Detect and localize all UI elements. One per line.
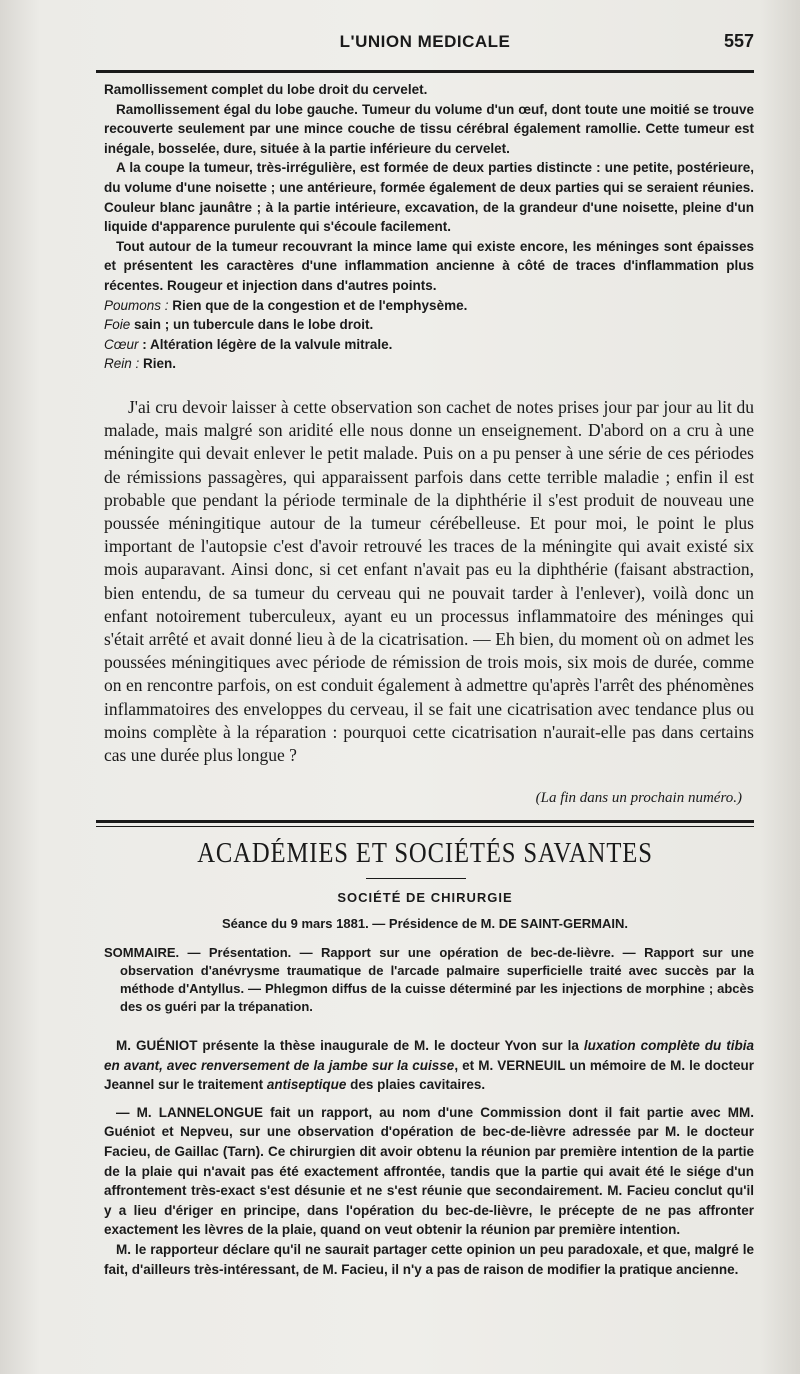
summary-paragraph: SOMMAIRE. — Présentation. — Rapport sur une opération de bec-de-lièvre. — Rapport sur une observation d'anévrysme traumatique de l'arcade palmaire superficielle traité avec succès par la méthode d'Antyllus. — Phlegmon diffus de la cuisse déterminé par les injections de morphine ; abcès des os guéri par la trépanation. <box>104 945 754 1014</box>
organ-finding: Rein : Rien. <box>104 356 177 372</box>
section-title: ACADÉMIES ET SOCIÉTÉS SAVANTES <box>197 838 653 869</box>
journal-title: L'UNION MEDICALE <box>339 32 511 51</box>
commentary-block <box>104 396 754 767</box>
society-name: SOCIÉTÉ DE CHIRURGIE <box>337 890 513 905</box>
page-number: 557 <box>723 31 754 51</box>
observation-paragraph: Ramollissement égal du lobe gauche. Tumeur du volume d'un œuf, dont toute une moitié se trouve recouverte seulement par une mince couche de tissu cérébral également ramollie. Cette tumeur est inégale, bosselée, dure, située à la partie inférieure du cervelet. <box>104 101 754 156</box>
section-rule-thin <box>96 826 754 827</box>
observation-notes <box>104 80 754 374</box>
observation-paragraph: A la coupe la tumeur, très-irrégulière, est formée de deux parties distincte : une petite, postérieure, du volume d'une noisette ; une antérieure, formée également de deux parties qui se seraient réunies. Couleur blanc jaunâtre ; à la partie intérieure, excavation, de la grandeur d'une noisette, pleine d'un liquide d'apparence purulente qui s'écoule facilement. <box>104 160 754 235</box>
title-rule <box>366 878 466 879</box>
report-paragraph: M. le rapporteur déclare qu'il ne saurait partager cette opinion un peu paradoxale, et que, malgré le fait, d'ailleurs très-intéressant, de M. Facieu, il n'y a pas de raison de modifier la pratique ancienne. <box>104 1241 754 1277</box>
organ-finding: Foie sain ; un tubercule dans le lobe droit. <box>104 317 374 333</box>
session-line: Séance du 9 mars 1881. — Présidence de M. DE SAINT-GERMAIN. <box>221 916 629 931</box>
running-header <box>96 30 754 60</box>
summary-block <box>104 944 754 1016</box>
header-rule <box>96 70 754 73</box>
summary-label: SOMMAIRE. <box>104 945 180 960</box>
report-paragraph: — M. LANNELONGUE fait un rapport, au nom d'une Commission dont il fait partie avec MM. Guéniot et Nepveu, sur une observation d'opération de bec-de-lièvre adressée par M. le docteur Facieu, de Gaillac (Tarn). Ce chirurgien dit avoir obtenu la réunion par première intention de la partie de la plaie qui n'avait pas été exactement affrontée, tandis que la partie qui avait été le siége d'un affrontement très-exact s'est désunie et ne s'est réunie que secondairement. M. Facieu conclut qu'il y a lieu d'ériger en principe, dans l'opération du bec-de-lièvre, le précepte de ne pas affronter exactement les lèvres de la plaie, quand on veut obtenir la réunion par première intention. <box>104 1104 754 1238</box>
section-rule-top <box>96 820 754 823</box>
commentary-paragraph: J'ai cru devoir laisser à cette observation son cachet de notes prises jour par jour au lit du malade, mais malgré son aridité elle nous donne un enseignement. D'abord on a cru à une méningite qui devait enlever le petit malade. Puis on a pu penser à une série de ces périodes de rémissions passagères, qui apparaissent parfois dans cette terrible maladie ; enfin il est probable que pendant la période terminale de la diphthérie il s'est produit de nouveau une poussée méningitique autour de la tumeur cérébelleuse. Et pour moi, le point le plus important de l'autopsie c'est d'avoir retrouvé les traces de la méningite qui avait existé six mois auparavant. Ainsi donc, si cet enfant n'avait pas eu la diphthérie (faisant abstraction, bien entendu, de sa tumeur du cerveau qui ne pouvait tarder à l'enlever), voilà donc un enfant notoirement tuberculeux, ayant eu un processus inflammatoire des méninges qui s'était arrêté et avait donné lieu à de la cicatrisation. — Eh bien, du moment où on admet les poussées méningitiques avec période de rémission de trois mois, six mois de durée, comme on en rencontre parfois, on est conduit également à admettre qu'après l'arrêt des phénomènes inflammatoires des enveloppes du cerveau, il se fait une cicatrisation avec tendance plus ou moins complète à la réparation : pourquoi cette cicatrisation n'aurait-elle pas dans certains cas une durée plus longue ? <box>104 397 754 766</box>
organ-finding: Poumons : Rien que de la congestion et de l'emphysème. <box>104 297 468 313</box>
report-block <box>104 1036 754 1279</box>
observation-paragraph: Tout autour de la tumeur recouvrant la mince lame qui existe encore, les méninges sont épaisses et présentent les caractères d'une inflammation ancienne à côté de traces d'inflammation plus récentes. Rougeur et injection dans d'autres points. <box>104 238 754 293</box>
report-paragraph: M. GUÉNIOT présente la thèse inaugurale de M. le docteur Yvon sur la luxation complète du tibia en avant, avec renversement de la jambe sur la cuisse, et M. VERNEUIL un mémoire de M. le docteur Jeannel sur le traitement antiseptique des plaies cavitaires. <box>104 1038 755 1093</box>
organ-finding: Cœur : Altération légère de la valvule mitrale. <box>104 336 393 352</box>
continuation-note: (La fin dans un prochain numéro.) <box>535 790 742 806</box>
observation-paragraph: Ramollissement complet du lobe droit du cervelet. <box>104 82 428 97</box>
